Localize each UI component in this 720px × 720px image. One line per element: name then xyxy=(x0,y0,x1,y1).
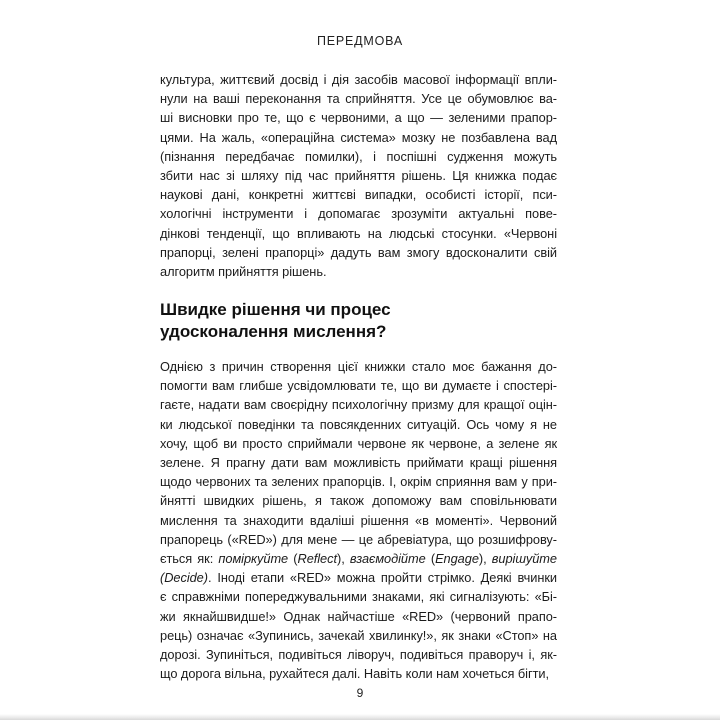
text-line: (пізнання передбачає помилки), і поспішні судження можуть xyxy=(160,148,557,164)
text-line: алгоритм прийняття рішень. xyxy=(160,263,327,279)
text-line: нули на ваші переконання та сприйняття. Усе це обумовлює ва- xyxy=(160,91,557,107)
paragraph xyxy=(160,357,557,683)
text-line: прапорець («RED») для мене — це абревіатура, що розшифрову- xyxy=(160,531,557,547)
text-column xyxy=(160,70,557,683)
text-line: ші висновки про те, що є червоними, а що — зеленими прапор- xyxy=(160,110,557,126)
text-line: є справжніми попереджувальними знаками, які сигналізують: «Бі- xyxy=(160,589,557,605)
text: ), xyxy=(478,550,492,566)
text-line: помогти вам глибше усвідомлювати те, що ви думаєте і спостері- xyxy=(160,378,557,394)
text-line: Однією з причин створення цієї книжки стало моє бажання до- xyxy=(160,359,557,375)
text: ється як: xyxy=(160,550,219,566)
text: ( xyxy=(425,550,436,566)
italic-text: поміркуйте xyxy=(218,550,289,566)
italic-text: Reflect xyxy=(297,550,337,566)
italic-text: ( xyxy=(160,570,165,586)
text-line: прапорці, зелені прапорці» дадуть вам змогу вдосконалити свій xyxy=(160,244,557,260)
section-heading xyxy=(160,299,557,343)
text-line xyxy=(160,568,557,587)
text-line xyxy=(160,549,557,568)
text-line: хологічні інструменти і допомагає зрозуміти актуальні пове- xyxy=(160,206,557,222)
italic-text: вирішуйте xyxy=(491,550,557,566)
text-line: щодо червоних та зелених прапорців. І, окрім сприяння вам у при- xyxy=(160,474,557,490)
section-heading-line: удосконалення мислення? xyxy=(160,322,387,342)
text-line: зелене. Я прагну дати вам можливість приймати кращі рішення xyxy=(160,455,557,470)
text-line: дінкові тенденції, що впливають на людські стосунки. «Червоні xyxy=(160,225,557,241)
text-line: рець) означає «Зупинись, зачекай хвилинку!», як знаки «Стоп» на xyxy=(160,627,557,643)
page-number: 9 xyxy=(356,686,364,700)
text-line: ки людської поведінки та повсякденних ситуацій. Ось чому я не xyxy=(160,416,557,432)
text-line: збити нас зі шляху під час прийняття рішень. Ця книжка подає xyxy=(160,167,557,183)
text-line: жи якнайшвидше!» Однак найчастіше «RED» (червоний прапо- xyxy=(160,608,557,624)
text: ), xyxy=(336,550,350,566)
running-header: ПЕРЕДМОВА xyxy=(316,34,404,48)
italic-text: Decide xyxy=(164,570,204,586)
text: ( xyxy=(288,550,298,566)
italic-text: Engage xyxy=(435,550,479,566)
text-line: хочу, щоб ви просто сприймали червоне як червоне, а зелене як xyxy=(160,435,557,451)
text-line: мислення та знаходити вдаліші рішення «в моменті». Червоний xyxy=(160,512,557,528)
section-heading-line: Швидке рішення чи процес xyxy=(160,300,391,320)
paragraph xyxy=(160,70,557,281)
text-line: цями. На жаль, «операційна система» мозку не позбавлена вад xyxy=(160,129,557,145)
text: . Іноді етапи «RED» можна пройти стрімко. Деякі вчинки xyxy=(207,570,557,586)
italic-text: ) xyxy=(203,570,208,586)
text-line: що дорога вільна, рухайтеся далі. Навіть коли нам хочеться бігти, xyxy=(160,666,550,682)
text-line: дорозі. Зупиніться, подивіться ліворуч, подивіться праворуч і, як- xyxy=(160,646,557,662)
text-line: гаєте, надати вам своєрідну психологічну призму для кращої оцін- xyxy=(160,397,557,413)
text-line: культура, життєвий досвід і дія засобів масової інформації впли- xyxy=(160,72,557,87)
italic-text: взаємодійте xyxy=(349,550,426,566)
text-line: йнятті швидких рішень, я також допоможу вам сповільнювати xyxy=(160,493,557,509)
page-bottom-edge xyxy=(0,714,720,720)
text-line: наукові дані, конкретні життєві випадки, особисті історії, пси- xyxy=(160,187,557,203)
